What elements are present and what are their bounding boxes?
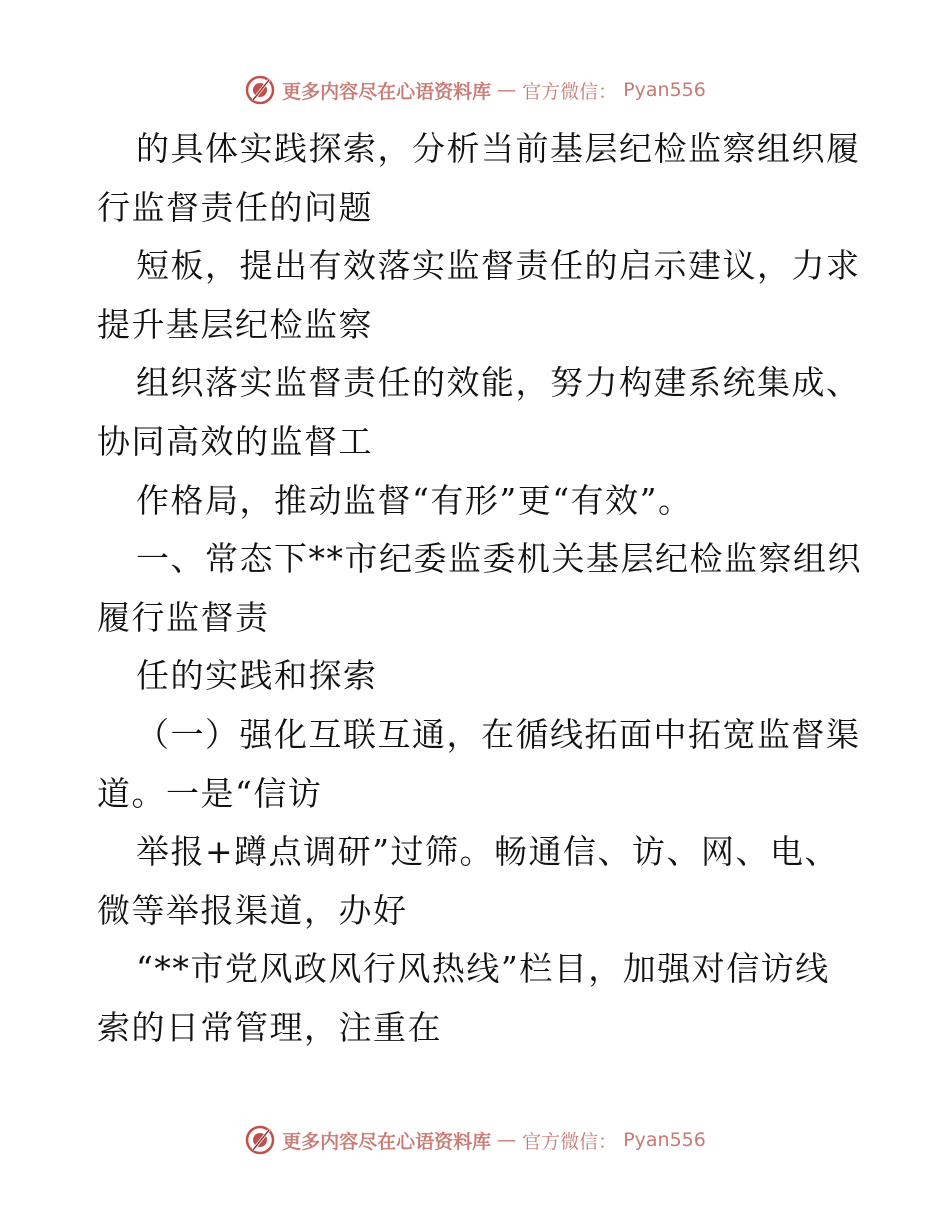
text-line: 行监督责任的问题 xyxy=(97,187,373,227)
text-line: 的具体实践探索，分析当前基层纪检监察组织履 xyxy=(136,129,861,168)
text-line: 提升基层纪检监察 xyxy=(97,304,373,344)
text-line: 组织落实监督责任的效能，努力构建系统集成、 xyxy=(136,363,861,403)
header-wechat-label: 官方微信： xyxy=(522,80,618,103)
text-line: 履行监督责 xyxy=(97,597,270,637)
header-site-text: 更多内容尽在心语资料库 xyxy=(282,80,492,103)
text-line: 作格局，推动监督“有形”更“有效”。 xyxy=(136,480,693,520)
text-line: 微等举报渠道，办好 xyxy=(97,890,408,930)
text-line: “**市党风政风行风热线”栏目，加强对信访线 xyxy=(136,949,830,989)
footer-wechat-id: Pyan556 xyxy=(623,1129,706,1151)
header-separator: — xyxy=(497,79,517,101)
text-line: 举报+蹲点调研”过筛。畅通信、访、网、电、 xyxy=(136,832,840,872)
footer-wechat-label: 官方微信： xyxy=(522,1130,618,1153)
text-line: 一、常态下**市纪委监委机关基层纪检监察组织 xyxy=(136,539,862,579)
footer-banner xyxy=(0,1120,950,1160)
text-line: （一）强化互联互通，在循线拓面中拓宽监督渠 xyxy=(136,714,861,754)
text-line: 索的日常管理，注重在 xyxy=(97,1007,442,1047)
footer-separator: — xyxy=(497,1129,517,1151)
document-body xyxy=(97,120,862,1058)
text-line: 道。一是“信访 xyxy=(97,773,323,813)
header-wechat-id: Pyan556 xyxy=(623,79,706,101)
logo-icon xyxy=(244,74,276,106)
text-line: 协同高效的监督工 xyxy=(97,421,373,461)
footer-site-text: 更多内容尽在心语资料库 xyxy=(282,1130,492,1153)
text-line: 任的实践和探索 xyxy=(136,656,378,696)
header-banner xyxy=(0,70,950,110)
text-line: 短板，提出有效落实监督责任的启示建议，力求 xyxy=(136,246,861,286)
logo-icon xyxy=(244,1124,276,1156)
